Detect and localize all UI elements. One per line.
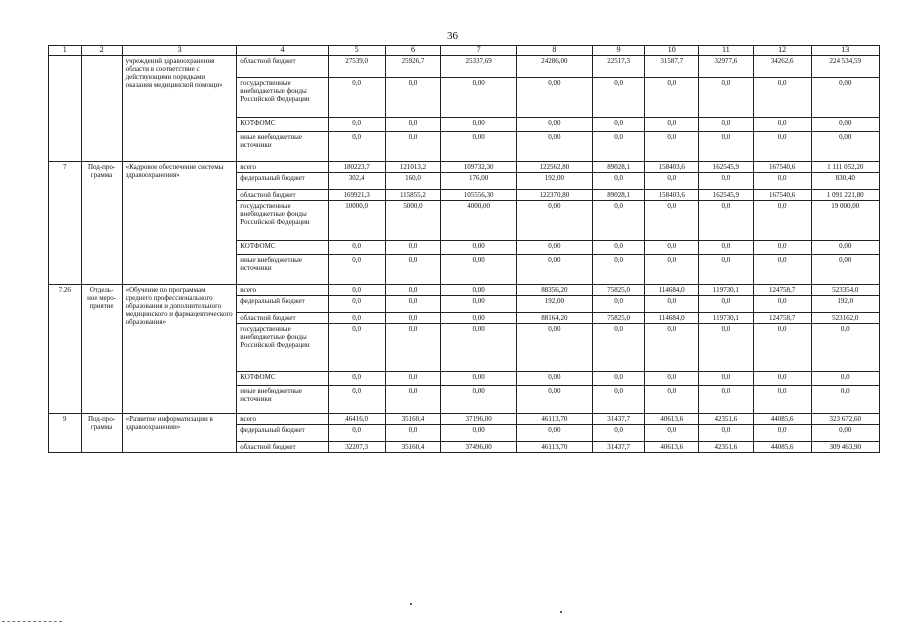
amount-cell: 523162,0: [811, 313, 879, 324]
program-name: «Обучение по программам среднего профессионального образования и дополнительного медицинского и фармацевтического образования»: [122, 285, 237, 414]
funding-source: государственные внебюджетные фонды Российской Федерации: [237, 78, 329, 118]
column-header: 13: [811, 46, 879, 56]
amount-cell: 114684,0: [645, 285, 699, 296]
column-header: 12: [753, 46, 811, 56]
amount-cell: 0,0: [645, 255, 699, 285]
amount-cell: 167540,6: [753, 162, 811, 173]
amount-cell: 0,0: [699, 241, 754, 255]
funding-source: областной бюджет: [237, 442, 329, 453]
row-number: [49, 56, 82, 162]
amount-cell: 0,0: [328, 372, 385, 386]
amount-cell: 25337,69: [441, 56, 517, 78]
funding-source: иные внебюджетные источники: [237, 132, 329, 162]
amount-cell: 0,0: [328, 386, 385, 414]
amount-cell: 89028,1: [592, 162, 645, 173]
amount-cell: 0,00: [441, 296, 517, 313]
amount-cell: 46113,70: [517, 442, 593, 453]
amount-cell: 0,0: [753, 201, 811, 241]
amount-cell: 167540,6: [753, 190, 811, 201]
amount-cell: 124758,7: [753, 285, 811, 296]
amount-cell: 122370,80: [517, 190, 593, 201]
amount-cell: 31437,7: [592, 442, 645, 453]
column-header: 10: [645, 46, 699, 56]
amount-cell: 0,0: [753, 425, 811, 442]
amount-cell: 0,00: [441, 313, 517, 324]
amount-cell: 0,0: [385, 313, 441, 324]
amount-cell: 0,0: [645, 372, 699, 386]
amount-cell: 0,00: [517, 324, 593, 372]
scan-dot: [560, 611, 562, 613]
amount-cell: 0,0: [328, 241, 385, 255]
amount-cell: 0,0: [592, 296, 645, 313]
amount-cell: 0,0: [592, 132, 645, 162]
amount-cell: 180223,7: [328, 162, 385, 173]
amount-cell: 46416,0: [328, 414, 385, 425]
amount-cell: 0,0: [328, 313, 385, 324]
amount-cell: 0,00: [441, 425, 517, 442]
amount-cell: 0,0: [385, 255, 441, 285]
amount-cell: 224 534,59: [811, 56, 879, 78]
amount-cell: 0,0: [328, 78, 385, 118]
amount-cell: 105556,30: [441, 190, 517, 201]
amount-cell: 0,0: [328, 425, 385, 442]
funding-source: КОТФОМС: [237, 372, 329, 386]
amount-cell: 0,0: [592, 78, 645, 118]
funding-source: всего: [237, 162, 329, 173]
amount-cell: 0,0: [811, 324, 879, 372]
amount-cell: 0,0: [385, 78, 441, 118]
amount-cell: 75825,0: [592, 313, 645, 324]
amount-cell: 309 463,90: [811, 442, 879, 453]
amount-cell: 0,00: [441, 386, 517, 414]
funding-source: всего: [237, 414, 329, 425]
funding-source: государственные внебюджетные фонды Российской Федерации: [237, 324, 329, 372]
column-header: 1: [49, 46, 82, 56]
amount-cell: 75825,0: [592, 285, 645, 296]
amount-cell: 4000,00: [441, 201, 517, 241]
amount-cell: 0,00: [811, 118, 879, 132]
program-type: Под-про-грамма: [81, 414, 122, 453]
amount-cell: 162545,9: [699, 190, 754, 201]
amount-cell: 0,0: [753, 255, 811, 285]
amount-cell: 0,00: [517, 425, 593, 442]
page-number: 36: [447, 30, 458, 42]
amount-cell: 0,0: [811, 386, 879, 414]
amount-cell: 0,0: [328, 296, 385, 313]
amount-cell: 0,00: [441, 324, 517, 372]
program-name: «Кадровое обеспечение системы здравоохранения»: [122, 162, 237, 285]
amount-cell: 1 091 221,80: [811, 190, 879, 201]
amount-cell: 0,0: [645, 78, 699, 118]
footer-line: [2, 621, 62, 622]
amount-cell: 44085,6: [753, 414, 811, 425]
funding-source: областной бюджет: [237, 56, 329, 78]
column-header: 7: [441, 46, 517, 56]
program-type: Под-про-грамма: [81, 162, 122, 285]
amount-cell: 114684,0: [645, 313, 699, 324]
amount-cell: 0,0: [328, 324, 385, 372]
amount-cell: 89028,1: [592, 190, 645, 201]
row-number: 7.26: [49, 285, 82, 414]
amount-cell: 32207,3: [328, 442, 385, 453]
amount-cell: 0,0: [699, 372, 754, 386]
amount-cell: 35160,4: [385, 414, 441, 425]
amount-cell: 0,00: [441, 372, 517, 386]
amount-cell: 0,0: [592, 255, 645, 285]
column-header: 8: [517, 46, 593, 56]
amount-cell: 42351,6: [699, 442, 754, 453]
amount-cell: 1 111 052,20: [811, 162, 879, 173]
amount-cell: 0,0: [385, 132, 441, 162]
amount-cell: 40613,6: [645, 442, 699, 453]
amount-cell: 25926,7: [385, 56, 441, 78]
amount-cell: 31587,7: [645, 56, 699, 78]
amount-cell: 0,0: [699, 201, 754, 241]
amount-cell: 0,0: [753, 173, 811, 190]
amount-cell: 0,00: [517, 118, 593, 132]
amount-cell: 0,00: [517, 241, 593, 255]
amount-cell: 37196,00: [441, 414, 517, 425]
amount-cell: 0,0: [645, 173, 699, 190]
funding-source: иные внебюджетные источники: [237, 386, 329, 414]
amount-cell: 0,0: [645, 386, 699, 414]
amount-cell: 0,0: [385, 386, 441, 414]
amount-cell: 0,0: [645, 425, 699, 442]
amount-cell: 0,00: [811, 255, 879, 285]
amount-cell: 0,0: [811, 372, 879, 386]
amount-cell: 0,0: [385, 296, 441, 313]
amount-cell: 0,00: [517, 386, 593, 414]
funding-source: КОТФОМС: [237, 241, 329, 255]
amount-cell: 0,0: [699, 78, 754, 118]
amount-cell: 34262,6: [753, 56, 811, 78]
amount-cell: 0,0: [385, 425, 441, 442]
amount-cell: 10000,0: [328, 201, 385, 241]
amount-cell: 192,0: [811, 296, 879, 313]
scan-dot: [410, 603, 412, 605]
amount-cell: 523354,0: [811, 285, 879, 296]
program-type: [81, 56, 122, 162]
column-header: 6: [385, 46, 441, 56]
amount-cell: 0,0: [385, 285, 441, 296]
amount-cell: 0,0: [699, 173, 754, 190]
table-row: [49, 414, 880, 425]
amount-cell: 0,00: [517, 132, 593, 162]
amount-cell: 0,0: [592, 372, 645, 386]
column-header: 3: [122, 46, 237, 56]
amount-cell: 0,00: [517, 372, 593, 386]
header-row: [49, 46, 880, 56]
amount-cell: 830,40: [811, 173, 879, 190]
amount-cell: 109732,30: [441, 162, 517, 173]
amount-cell: 0,00: [811, 132, 879, 162]
amount-cell: 0,00: [811, 241, 879, 255]
funding-source: областной бюджет: [237, 190, 329, 201]
column-header: 2: [81, 46, 122, 56]
amount-cell: 0,0: [592, 425, 645, 442]
amount-cell: 302,4: [328, 173, 385, 190]
amount-cell: 0,0: [645, 241, 699, 255]
amount-cell: 192,00: [517, 173, 593, 190]
amount-cell: 0,00: [517, 201, 593, 241]
amount-cell: 0,0: [645, 201, 699, 241]
amount-cell: 0,0: [592, 118, 645, 132]
funding-source: федеральный бюджет: [237, 173, 329, 190]
amount-cell: 176,00: [441, 173, 517, 190]
amount-cell: 0,0: [753, 118, 811, 132]
amount-cell: 32977,6: [699, 56, 754, 78]
amount-cell: 0,00: [441, 132, 517, 162]
amount-cell: 0,0: [645, 118, 699, 132]
row-number: 7: [49, 162, 82, 285]
funding-source: государственные внебюджетные фонды Российской Федерации: [237, 201, 329, 241]
amount-cell: 0,0: [699, 118, 754, 132]
amount-cell: 0,00: [441, 78, 517, 118]
amount-cell: 160,0: [385, 173, 441, 190]
amount-cell: 0,0: [592, 241, 645, 255]
amount-cell: 19 000,00: [811, 201, 879, 241]
column-header: 4: [237, 46, 329, 56]
amount-cell: 0,0: [645, 324, 699, 372]
funding-source: федеральный бюджет: [237, 425, 329, 442]
amount-cell: 0,0: [645, 132, 699, 162]
amount-cell: 37496,00: [441, 442, 517, 453]
funding-source: федеральный бюджет: [237, 296, 329, 313]
amount-cell: 158403,6: [645, 190, 699, 201]
amount-cell: 0,0: [699, 425, 754, 442]
amount-cell: 0,0: [753, 78, 811, 118]
amount-cell: 0,0: [592, 386, 645, 414]
amount-cell: 46113,70: [517, 414, 593, 425]
amount-cell: 119730,1: [699, 285, 754, 296]
amount-cell: 0,0: [753, 296, 811, 313]
amount-cell: 0,0: [592, 324, 645, 372]
funding-source: иные внебюджетные источники: [237, 255, 329, 285]
amount-cell: 0,0: [645, 296, 699, 313]
amount-cell: 124758,7: [753, 313, 811, 324]
amount-cell: 40613,6: [645, 414, 699, 425]
amount-cell: 0,0: [753, 324, 811, 372]
amount-cell: 0,00: [517, 78, 593, 118]
amount-cell: 122562,80: [517, 162, 593, 173]
amount-cell: 0,0: [699, 324, 754, 372]
amount-cell: 0,0: [592, 201, 645, 241]
amount-cell: 0,0: [753, 241, 811, 255]
table-row: [49, 56, 880, 78]
amount-cell: 44085,6: [753, 442, 811, 453]
amount-cell: 0,0: [753, 372, 811, 386]
funding-source: всего: [237, 285, 329, 296]
amount-cell: 0,00: [441, 285, 517, 296]
amount-cell: 0,00: [517, 255, 593, 285]
amount-cell: 31437,7: [592, 414, 645, 425]
row-number: 9: [49, 414, 82, 453]
column-header: 5: [328, 46, 385, 56]
amount-cell: 0,00: [811, 425, 879, 442]
amount-cell: 0,0: [699, 255, 754, 285]
amount-cell: 0,0: [699, 132, 754, 162]
column-header: 9: [592, 46, 645, 56]
table-row: [49, 285, 880, 296]
program-type: Отдель-ное меро-приятие: [81, 285, 122, 414]
amount-cell: 0,0: [385, 241, 441, 255]
amount-cell: 0,00: [441, 255, 517, 285]
amount-cell: 0,0: [385, 372, 441, 386]
amount-cell: 0,0: [753, 386, 811, 414]
amount-cell: 0,0: [699, 296, 754, 313]
amount-cell: 0,0: [328, 285, 385, 296]
amount-cell: 0,00: [811, 78, 879, 118]
amount-cell: 0,0: [385, 118, 441, 132]
amount-cell: 27539,0: [328, 56, 385, 78]
amount-cell: 121013,2: [385, 162, 441, 173]
amount-cell: 0,00: [441, 118, 517, 132]
amount-cell: 88164,20: [517, 313, 593, 324]
amount-cell: 0,0: [592, 173, 645, 190]
amount-cell: 115855,2: [385, 190, 441, 201]
budget-table: [48, 45, 880, 453]
amount-cell: 88356,20: [517, 285, 593, 296]
amount-cell: 5000,0: [385, 201, 441, 241]
amount-cell: 0,0: [385, 324, 441, 372]
funding-source: областной бюджет: [237, 313, 329, 324]
amount-cell: 0,0: [328, 132, 385, 162]
amount-cell: 22517,3: [592, 56, 645, 78]
amount-cell: 0,0: [699, 386, 754, 414]
table-row: [49, 162, 880, 173]
program-name: учреждений здравоохранения области в соответствие с действующими порядками оказания медицинской помощи»: [122, 56, 237, 162]
amount-cell: 119730,1: [699, 313, 754, 324]
amount-cell: 169921,3: [328, 190, 385, 201]
program-name: «Развитие информатизации в здравоохранении»: [122, 414, 237, 453]
amount-cell: 0,0: [753, 132, 811, 162]
amount-cell: 323 672,60: [811, 414, 879, 425]
amount-cell: 0,00: [441, 241, 517, 255]
amount-cell: 158403,6: [645, 162, 699, 173]
amount-cell: 0,0: [328, 255, 385, 285]
amount-cell: 24286,00: [517, 56, 593, 78]
column-header: 11: [699, 46, 754, 56]
funding-source: КОТФОМС: [237, 118, 329, 132]
amount-cell: 162545,9: [699, 162, 754, 173]
amount-cell: 0,0: [328, 118, 385, 132]
amount-cell: 42351,6: [699, 414, 754, 425]
amount-cell: 35160,4: [385, 442, 441, 453]
amount-cell: 192,00: [517, 296, 593, 313]
